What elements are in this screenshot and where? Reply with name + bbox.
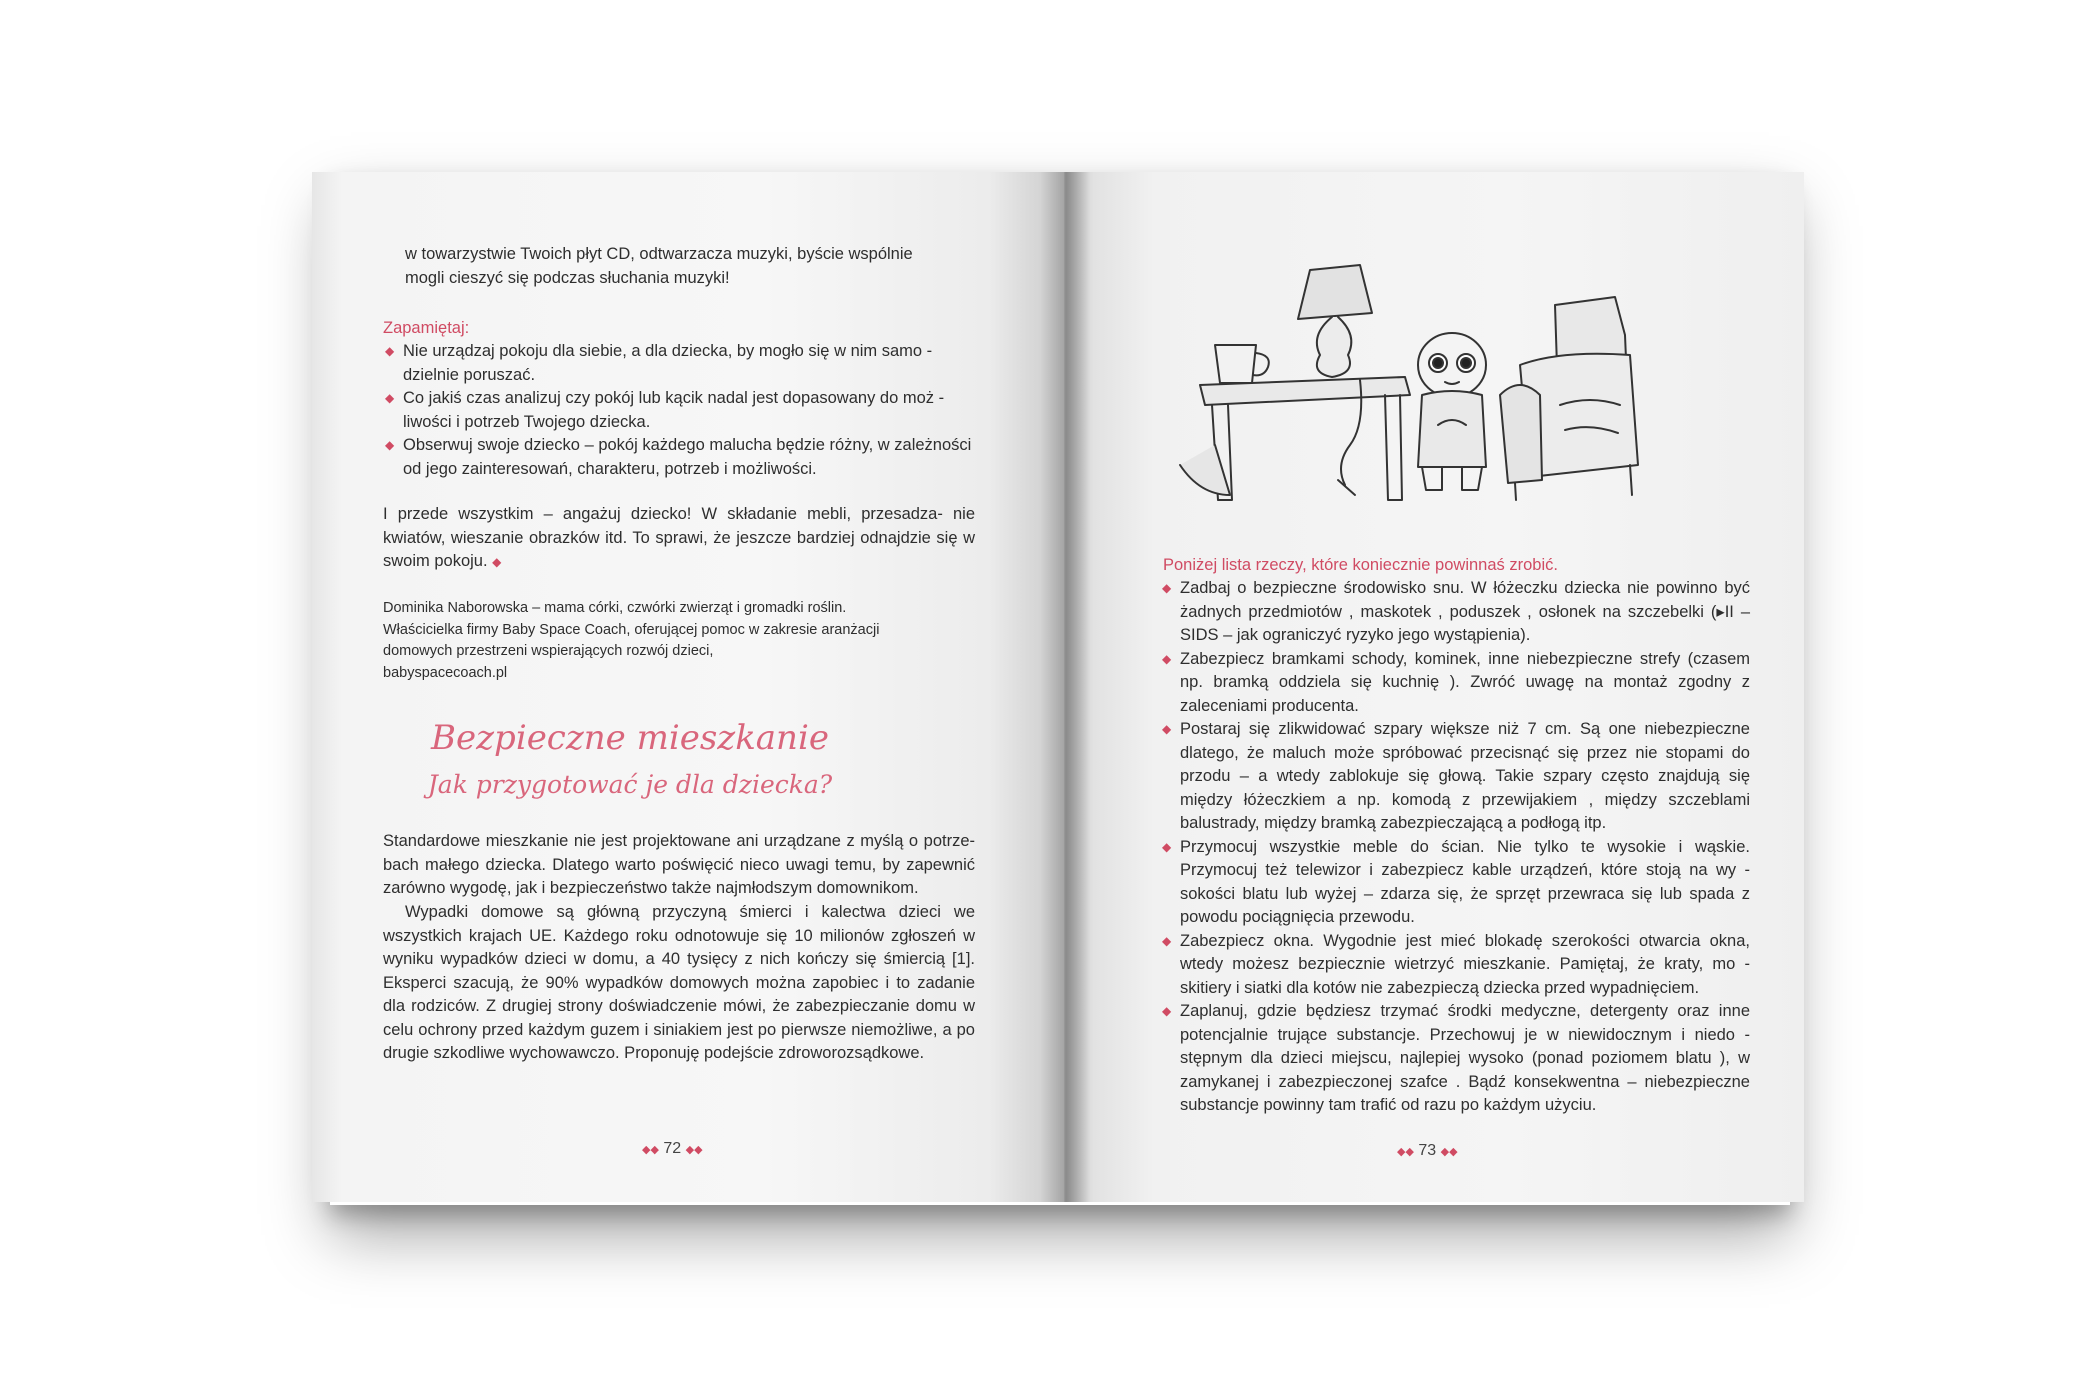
- body-paragraph-1: Standardowe mieszkanie nie jest projektowane ani urządzane z myślą o potrze- bach małego dziecka. Dlatego warto poświęcić nieco uwagi temu, by zapewnić zarówno wygodę, jak i bezpieczeństwo także najmłodszym domownikom.: [383, 832, 975, 897]
- list-item: ◆ Przymocuj wszystkie meble do ścian. Nie tylko te wysokie i wąskie. Przymocuj też telewizor i zabezpiecz kable urządzeń, które stoją na wy - sokości blatu lub wyżej – zdarza się, że sprzęt przewraca się lub spada z powodu pociągnięcia przewodu.: [1162, 837, 1750, 926]
- list-item: ◆ Zaplanuj, gdzie będziesz trzymać środki medyczne, detergenty oraz inne potencjalnie trujące substancje. Przechowuj je w niewidocznym i niedo - stępnym dla dzieci miejscu, najlepiej wysoko (ponad poziomem blatu ), w zamykanej i zabezpieczonej szafce . Bądź konsekwentna – niebezpieczne substancje powinny tam trafić od razu po każdym użyciu.: [1162, 1002, 1750, 1114]
- diamond-icon: ◆: [385, 344, 395, 358]
- page-number-right: ◆◆ 73 ◆◆: [1397, 1142, 1458, 1159]
- list-item: ◆ Zabezpiecz okna. Wygodnie jest mieć blokadę szerokości otwarcia okna, wtedy możesz bezpiecznie wietrzyć mieszkanie. Pamiętaj, że kraty, mo - skitiery i siatki dla kotów nie zabezpieczą dziecka przed wypadnięciem.: [1162, 931, 1750, 997]
- intro-line: mogli cieszyć się podczas słuchania muzyki!: [405, 268, 730, 287]
- diamond-icon: ◆: [1162, 581, 1172, 595]
- list-item: ◆ Postaraj się zlikwidować szpary większe niż 7 cm. Są one niebezpieczne dlatego, że maluch może spróbować przecisnąć się przez nie stopami do przodu – a wtedy zablokuje się głową. Takie szpary często znajdują się między łóżeczkiem a np. komodą z przewijakiem , między szczeblami balustrady, między bramką zabezpieczającą a podłogą itp.: [1162, 720, 1750, 832]
- diamond-icon: ◆: [385, 391, 395, 405]
- diamond-icon: ◆◆: [642, 1144, 659, 1156]
- diamond-icon: ◆: [1162, 722, 1172, 736]
- list-item: ◆ Obserwuj swoje dziecko – pokój każdego malucha będzie różny, w zależności od jego zainteresowań, charakteru, potrzeb i możliwości.: [385, 436, 972, 478]
- list-item: ◆ Zadbaj o bezpieczne środowisko snu. W łóżeczku dziecka nie powinno być żadnych przedmiotów , maskotek , poduszek , osłonek na szczebelki (▸II – SIDS – jak ograniczyć ryzyko jego wystąpienia).: [1162, 579, 1750, 644]
- remember-list: [383, 340, 973, 481]
- author-bio: Dominika Naborowska – mama córki, czwórki zwierząt i gromadki roślin. Właścicielka firmy Baby Space Coach, oferującej pomoc w zakresie aranżacji domowych przestrzeni wspierających rozwój dzieci, babyspacecoach.pl: [383, 600, 880, 681]
- book-spine: [1040, 172, 1090, 1202]
- intro-line: w towarzystwie Twoich płyt CD, odtwarzacza muzyki, byście wspólnie: [405, 245, 913, 263]
- diamond-icon: ◆◆: [1440, 1146, 1458, 1158]
- safety-list: [1160, 577, 1750, 1118]
- diamond-icon: ◆: [1162, 933, 1172, 948]
- diamond-icon: ◆◆: [1397, 1146, 1414, 1158]
- diamond-icon: ◆: [1162, 839, 1172, 854]
- intro-text: [405, 243, 975, 290]
- section-subtitle: Jak przygotować je dla dziecka?: [427, 770, 833, 799]
- section-title: Bezpieczne mieszkanie: [431, 718, 829, 758]
- list-heading: Poniżej lista rzeczy, które koniecznie powinnaś zrobić.: [1163, 556, 1558, 574]
- engage-paragraph: I przede wszystkim – angażuj dziecko! W składanie mebli, przesadza- nie kwiatów, wieszanie obrazków itd. To sprawi, że jeszcze bardziej odnajdzie się w swoim pokoju. ◆: [383, 505, 975, 570]
- remember-heading: Zapamiętaj:: [383, 319, 470, 337]
- diamond-icon: ◆: [1162, 1004, 1172, 1018]
- list-item: ◆ Co jakiś czas analizuj czy pokój lub kącik nadal jest dopasowany do moż - liwości i potrzeb Twojego dziecka.: [385, 389, 945, 431]
- diamond-icon: ◆: [385, 438, 395, 452]
- page-number-left: ◆◆ 72 ◆◆: [642, 1140, 703, 1157]
- list-item: ◆ Zabezpiecz bramkami schody, kominek, inne niebezpieczne strefy (czasem np. bramką oddziela się kuchnię ). Zwróć uwagę na montaż zgodny z zaleceniami producenta.: [1162, 649, 1750, 715]
- body-paragraph-2: Wypadki domowe są główną przyczyną śmierci i kalectwa dzieci we wszystkich krajach UE. Każdego roku odnotowuje się 10 milionów zgłoszeń w wyniku wypadków dzieci w domu, a 40 tysięcy z nich kończy się śmiercią [1]. Eksperci szacują, że 90% wypadków domowych można zapobiec i to zadanie dla rodziców. Z drugiej strony doświadczenie mówi, że zabezpieczanie domu w celu ochrony przed każdym guzem i siniakiem jest po pierwsze niemożliwe, a po drugie szkodliwe wychowawczo. Proponuję podejście zdroworozsądkowe.: [383, 903, 975, 1062]
- diamond-icon: ◆: [1162, 651, 1172, 666]
- list-item: ◆ Nie urządzaj pokoju dla siebie, a dla dziecka, by mogło się w nim samo - dzielnie poruszać.: [385, 342, 933, 384]
- baby-with-furniture-illustration: [1160, 255, 1740, 515]
- diamond-icon: ◆◆: [685, 1144, 703, 1156]
- diamond-icon: ◆: [492, 555, 502, 569]
